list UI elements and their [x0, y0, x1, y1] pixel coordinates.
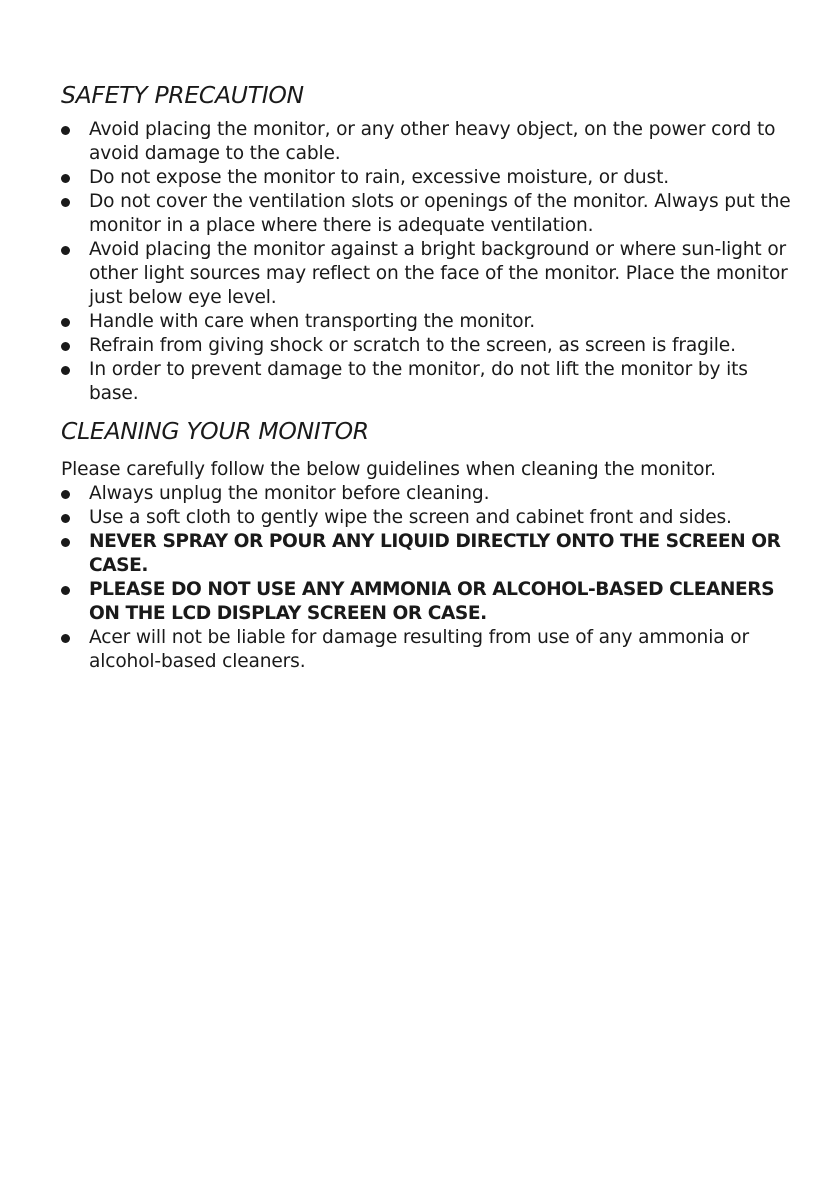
bullet-icon	[61, 318, 70, 327]
bullet-icon	[61, 198, 70, 207]
cleaning-monitor-heading: CLEANING YOUR MONITOR	[61, 417, 369, 445]
list-item-text: Refrain from giving shock or scratch to the screen, as screen is fragile.	[89, 335, 736, 356]
list-item	[61, 482, 791, 506]
cleaning-intro-text: Please carefully follow the below guidelines when cleaning the monitor.	[61, 459, 716, 480]
list-item-text: PLEASE DO NOT USE ANY AMMONIA OR ALCOHOL-BASED CLEANERS ON THE LCD DISPLAY SCREEN OR CASE.	[89, 579, 775, 624]
list-item-text: Do not cover the ventilation slots or openings of the monitor. Always put the monitor in a place where there is adequate ventilation.	[89, 191, 791, 236]
list-item-text: Do not expose the monitor to rain, excessive moisture, or dust.	[89, 167, 669, 188]
list-item-text: Use a soft cloth to gently wipe the screen and cabinet front and sides.	[89, 507, 732, 528]
list-item	[61, 118, 791, 166]
bullet-icon	[61, 490, 70, 499]
bullet-icon	[61, 174, 70, 183]
list-item	[61, 626, 791, 674]
safety-precaution-heading: SAFETY PRECAUTION	[61, 81, 304, 109]
list-item-text: In order to prevent damage to the monitor, do not lift the monitor by its base.	[89, 359, 748, 404]
bullet-icon	[61, 366, 70, 375]
list-item	[61, 358, 791, 406]
bullet-icon	[61, 126, 70, 135]
list-item-text: Avoid placing the monitor against a bright background or where sun-light or other light sources may reflect on the face of the monitor. Place the monitor just below eye level.	[89, 239, 788, 308]
list-item-text: Handle with care when transporting the monitor.	[89, 311, 536, 332]
cleaning-guidelines-list	[61, 482, 791, 674]
bullet-icon	[61, 246, 70, 255]
list-item	[61, 506, 791, 530]
list-item	[61, 238, 791, 310]
document-page	[61, 78, 791, 674]
list-item	[61, 166, 791, 190]
list-item-text: NEVER SPRAY OR POUR ANY LIQUID DIRECTLY ONTO THE SCREEN OR CASE.	[89, 531, 781, 576]
safety-precaution-list	[61, 118, 791, 406]
bullet-icon	[61, 342, 70, 351]
list-item-warning	[61, 578, 791, 626]
list-item-warning	[61, 530, 791, 578]
bullet-icon	[61, 634, 70, 643]
list-item	[61, 310, 791, 334]
list-item-text: Always unplug the monitor before cleaning.	[89, 483, 490, 504]
bullet-icon	[61, 514, 70, 523]
bullet-icon	[61, 538, 70, 547]
list-item-text: Avoid placing the monitor, or any other heavy object, on the power cord to avoid damage to the cable.	[89, 119, 776, 164]
list-item-text: Acer will not be liable for damage resulting from use of any ammonia or alcohol-based cleaners.	[89, 627, 749, 672]
list-item	[61, 190, 791, 238]
list-item	[61, 334, 791, 358]
bullet-icon	[61, 586, 70, 595]
